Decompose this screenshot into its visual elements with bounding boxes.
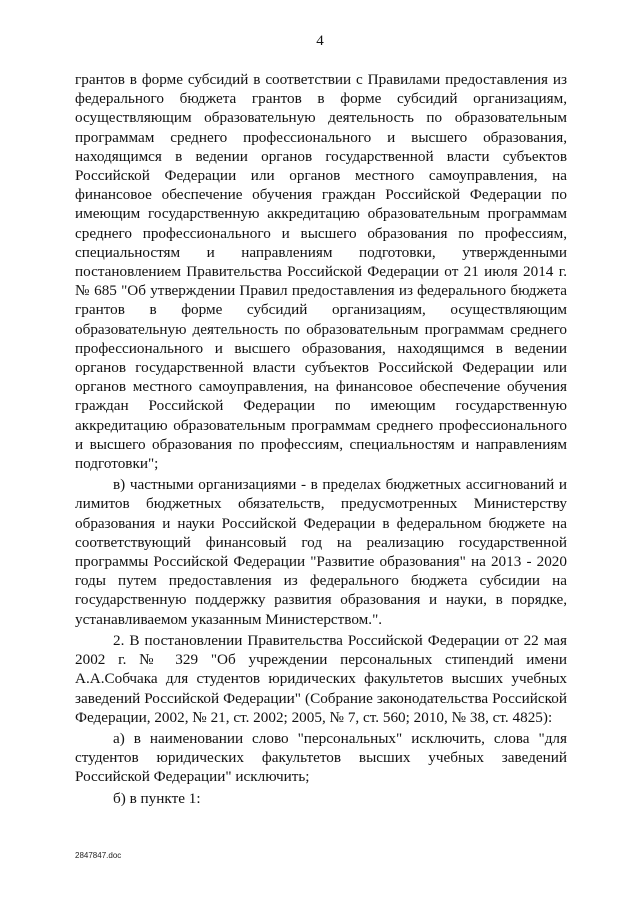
- document-body: [75, 70, 567, 808]
- paragraph-item-v: в) частными организациями - в пределах бюджетных ассигнований и лимитов бюджетных обязательств, предусмотренных Министерству образования и науки Российской Федерации в федеральном бюджете на соответствующий финансовый год на реализацию государственной программы Российской Федерации "Развитие образования" на 2013 - 2020 годы путем предоставления из федерального бюджета субсидии на государственную поддержку развития образования и науки, в порядке, устанавливаемом указанным Министерством.".: [75, 476, 567, 628]
- footer-filename: 2847847.doc: [75, 851, 122, 860]
- paragraph-item-b: б) в пункте 1:: [113, 789, 201, 807]
- paragraph-continuation: грантов в форме субсидий в соответствии с Правилами предоставления из федерального бюджета грантов в форме субсидий организациям, осуществляющим образовательную деятельность по образовательным программам среднего профессионального и высшего образования, находящимся в ведении органов государственной власти субъектов Российской Федерации или органов местного самоуправления, на финансовое обеспечение обучения граждан Российской Федерации по имеющим государственную аккредитацию образовательным программам среднего профессионального и высшего образования по профессиям, специальностям и направлениям подготовки, утвержденными постановлением Правительства Российской Федерации от 21 июля 2014 г. № 685 "Об утверждении Правил предоставления из федерального бюджета грантов в форме субсидий организациям, осуществляющим образовательную деятельность по образовательным программам среднего профессионального и высшего образования, находящимся в ведении органов государственной власти субъектов Российской Федерации или органов местного самоуправления, на финансовое обеспечение обучения граждан Российской Федерации по имеющим государственную аккредитацию образовательным программам среднего профессионального и высшего образования по профессиям, специальностям и направлениям подготовки";: [75, 71, 567, 473]
- paragraph-item-a: а) в наименовании слово "персональных" исключить, слова "для студентов юридических факультетов высших учебных заведений Российской Федерации" исключить;: [75, 729, 567, 786]
- page-number: 4: [316, 33, 324, 49]
- paragraph-item-2: 2. В постановлении Правительства Российской Федерации от 22 мая 2002 г. № 329 "Об учреждении персональных стипендий имени А.А.Собчака для студентов юридических факультетов высших учебных заведений Российской Федерации" (Собрание законодательства Российской Федерации, 2002, № 21, ст. 2002; 2005, № 7, ст. 560; 2010, № 38, ст. 4825):: [75, 631, 567, 726]
